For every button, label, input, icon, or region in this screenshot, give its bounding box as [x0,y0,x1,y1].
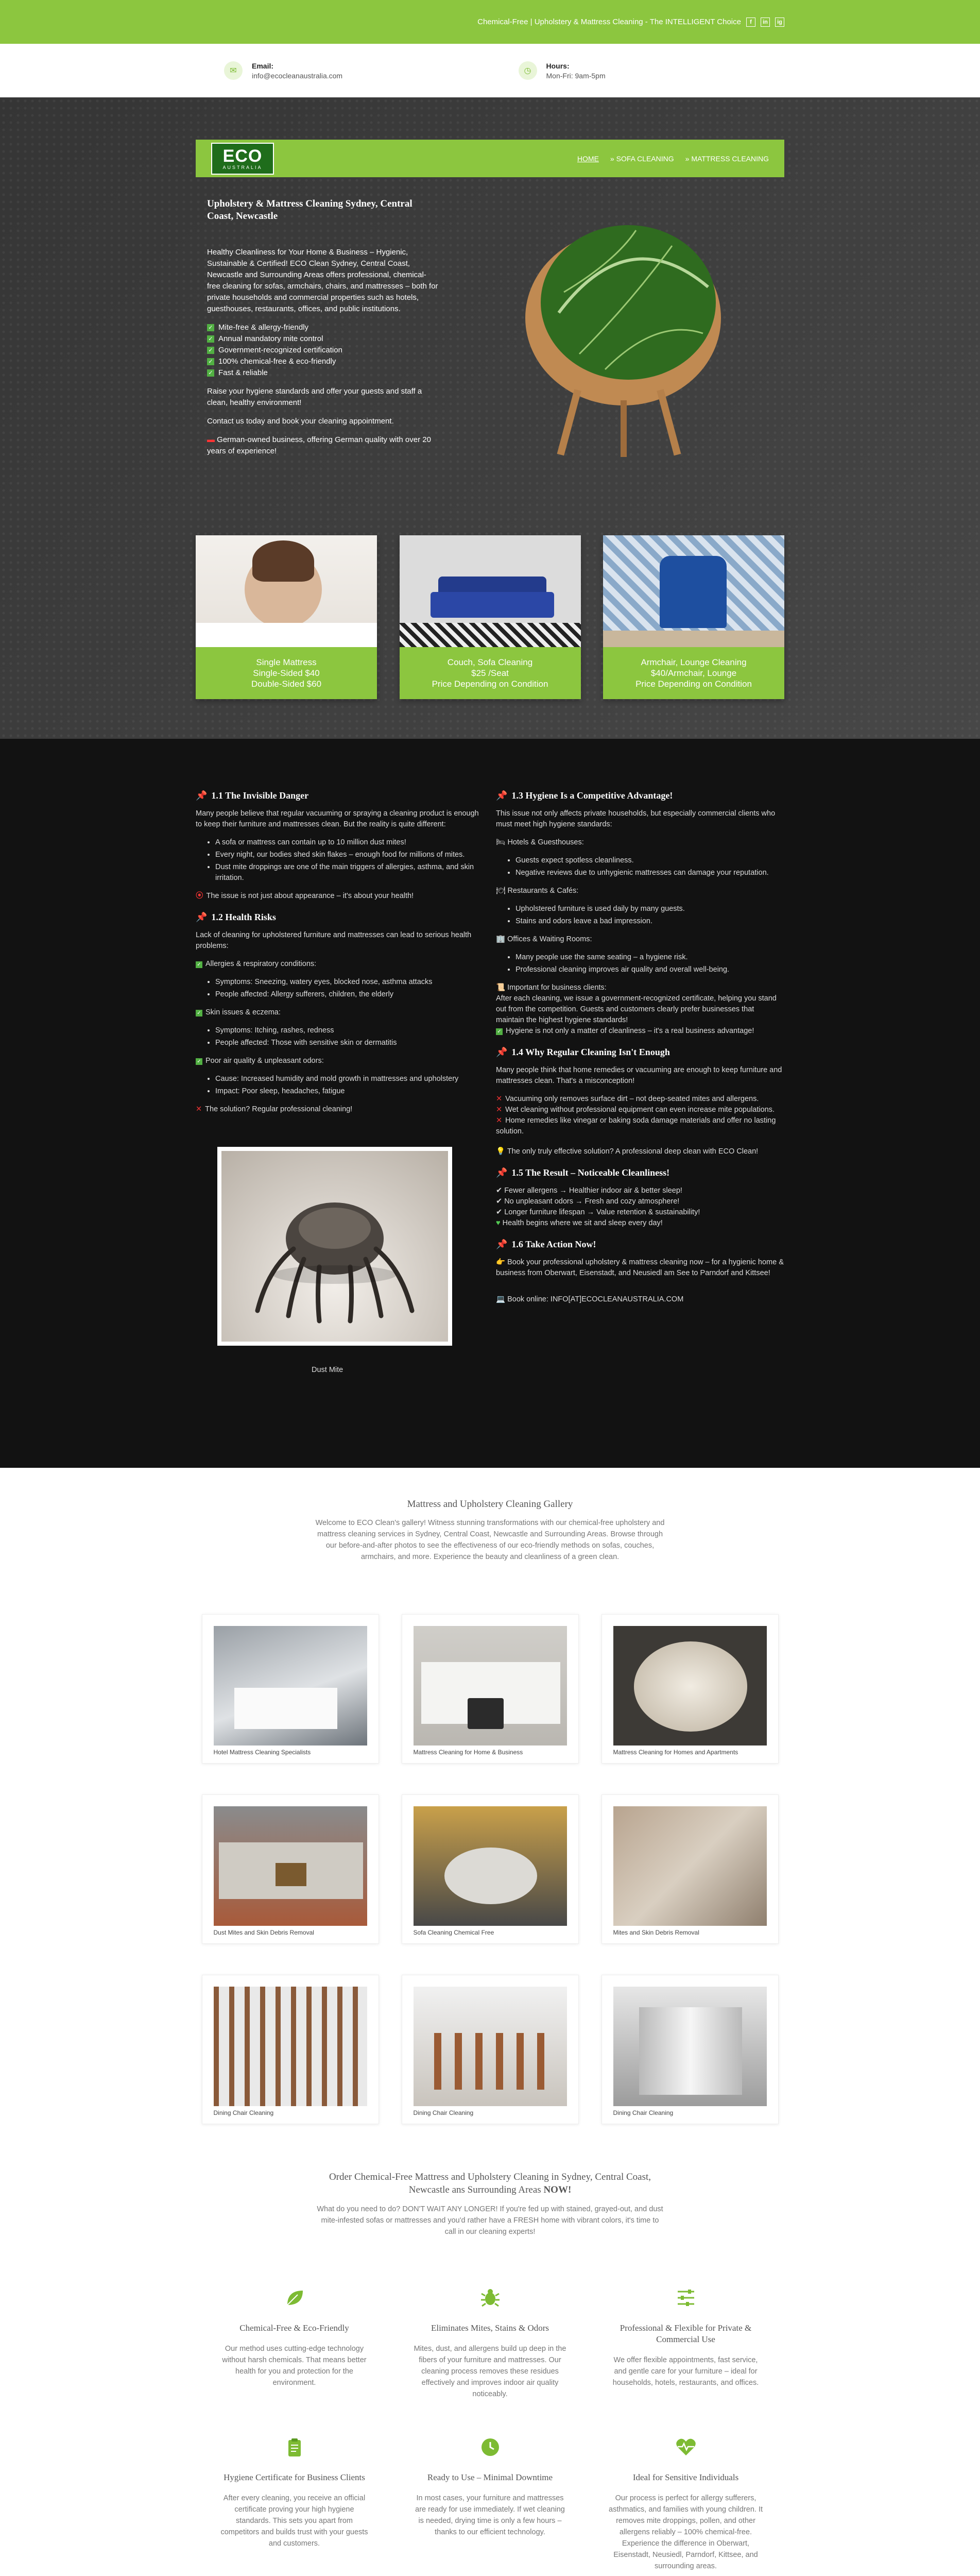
gallery-photo [214,1806,367,1926]
pin-icon: 📌 [196,790,208,801]
card-price: Single-Sided $40 [253,668,320,678]
list-item: • Symptoms: Sneezing, watery eyes, blocked nose, asthma attacks [215,977,484,988]
check-item: ✓ Government-recognized certification [207,345,439,356]
list-item: • Guests expect spotless cleanliness. [515,855,784,866]
flag-icon: ▬ [207,435,217,444]
check-item: ✓ Mite-free & allergy-friendly [207,322,439,333]
feature-text: Our method uses cutting-edge technology without harsh chemicals. That means better health for you and protection for the environment. [222,2345,367,2387]
dust-mite-graphic [221,1151,448,1342]
list [215,1074,484,1097]
feature-title: Eliminates Mites, Stains & Odors [431,2323,549,2333]
list-item: • Stains and odors leave a bad impression. [515,916,784,927]
hours-block [490,61,785,80]
image-caption: Dust Mite [312,1366,343,1374]
bug-icon [479,2286,502,2309]
feature-title: Professional & Flexible for Private & Commercial Use [620,2323,752,2344]
card-price: Double-Sided $60 [251,679,322,689]
lightbulb-icon: 💡 [496,1147,507,1156]
pin-icon: 📌 [496,1167,508,1178]
list-item: • Impact: Poor sleep, headaches, fatigue [215,1086,484,1097]
sliders-icon [675,2286,697,2309]
check-icon: ✓ [207,347,214,354]
leaf-icon [283,2286,306,2309]
instagram-icon[interactable]: ig [775,18,784,27]
contact-bar [0,44,980,97]
hours-label: Hours: [546,61,570,70]
list [215,837,484,884]
top-bar [0,0,980,44]
result-item: ✔ Longer furniture lifespan → Value retention & sustainability! [496,1208,700,1216]
section-heading: 📌 1.3 Hygiene Is a Competitive Advantage! [496,790,673,801]
feature-title: Ready to Use – Minimal Downtime [427,2472,553,2482]
hero-checklist [207,322,439,379]
gallery-photo [414,1987,567,2106]
clock-icon [479,2436,502,2459]
order-text: What do you need to do? DON'T WAIT ANY LONGER! If you're fed up with stained, grayed-out, and dust mite-infested sofas or mattresses and you'd rather have a FRESH home with vibrant colors, it's time to call in our cleaning experts! [317,2205,663,2236]
gallery-title: Mattress and Upholstery Cleaning Gallery [407,1499,573,1510]
nav-home[interactable]: HOME [577,154,599,163]
result-item: ♥ Health begins where we sit and sleep every day! [496,1219,663,1227]
email-block [196,61,490,80]
hero-title: Upholstery & Mattress Cleaning Sydney, Central Coast, Newcastle [207,198,412,222]
gallery-item[interactable] [202,1614,379,1764]
gallery-item[interactable] [601,1794,779,1944]
paragraph: 👉 Book your professional upholstery & mattress cleaning now – for a hygienic home & business from Oberwart, Eisenstadt, and Neusiedl am See to Parndorf and Kittsee! [496,1258,784,1277]
list-item: • Many people use the same seating – a hygiene risk. [515,952,784,963]
paragraph: 🏢 Offices & Waiting Rooms: [496,935,592,943]
gallery-item[interactable] [402,1794,579,1944]
check-icon: ✓ [496,1028,503,1035]
gallery-item[interactable] [601,1614,779,1764]
check-icon: ✓ [196,1058,202,1065]
gallery-photo [414,1806,567,1926]
pin-icon: 📌 [196,912,208,922]
check-icon: ✓ [207,369,214,377]
paragraph: After each cleaning, we issue a government-recognized certificate, helping you stand out from the competition. Guests and customers clearly prefer businesses that maintain the highest hygiene standards! [496,994,777,1024]
paragraph: ✓ Allergies & respiratory conditions: [196,959,484,970]
nav-sofa-cleaning[interactable]: » SOFA CLEANING [610,154,674,163]
service-card[interactable] [196,535,377,699]
card-price: $40/Armchair, Lounge [650,668,737,678]
info-section [0,739,980,1468]
feature-text: After every cleaning, you receive an official certificate proving your high hygiene standards. This sets you apart from competitors and builds trust with your guests and customers. [220,2494,368,2548]
feature-title: Chemical-Free & Eco-Friendly [239,2323,349,2333]
hero-section [0,97,980,739]
list [215,977,484,1000]
cross-item: ✕ Vacuuming only removes surface dirt – not deep-seated mites and allergens. [496,1095,759,1103]
order-section [0,2171,980,2238]
feature-item [588,2286,784,2400]
feature-item [197,2286,392,2400]
cross-icon: ✕ [196,1105,202,1113]
pin-icon: 📌 [496,1047,508,1057]
section-heading: 📌 1.4 Why Regular Cleaning Isn't Enough [496,1047,670,1057]
gallery-item[interactable] [402,1975,579,2124]
dust-mite-image [221,1151,448,1342]
nav-mattress-cleaning[interactable]: » MATTRESS CLEANING [685,154,769,163]
list-item: • People affected: Those with sensitive skin or dermatitis [215,1038,484,1048]
check-icon: ✓ [207,324,214,331]
email-link[interactable]: info@ecocleanaustralia.com [252,71,343,80]
check-item: ✓ Annual mandatory mite control [207,333,439,345]
check-icon: ✓ [196,1010,202,1016]
cross-icon: ✕ [496,1095,503,1103]
list-item: • A sofa or mattress can contain up to 10 million dust mites! [215,837,484,848]
alert-icon: ⦿ [196,892,203,900]
card-price: $25 /Seat [471,668,509,678]
gallery-caption: Mites and Skin Debris Removal [613,1929,699,1936]
linkedin-icon[interactable]: in [761,18,770,27]
logo[interactable]: ECO AUSTRALIA [211,143,274,175]
card-title: Single Mattress [256,657,317,667]
list-item: • Dust mite droppings are one of the main triggers of allergies, asthma, and skin irritation. [215,862,484,884]
gallery-photo [214,1987,367,2106]
info-right-column [496,780,784,1376]
paragraph: Many people believe that regular vacuuming or spraying a cleaning product is enough to keep their furniture and mattresses clean. But the reality is quite different: [196,809,479,828]
paragraph: 💡 The only truly effective solution? A professional deep clean with ECO Clean! [496,1147,759,1156]
service-card[interactable] [400,535,581,699]
list-item: • Professional cleaning improves air quality and overall well-being. [515,964,784,975]
paragraph: This issue not only affects private households, but especially commercial clients who must meet high hygiene standards: [496,809,776,828]
card-price: Price Depending on Condition [432,679,548,689]
gallery-section [0,1468,980,2124]
gallery-photo [613,1626,767,1745]
gallery-item[interactable] [402,1614,579,1764]
gallery-item[interactable] [202,1794,379,1944]
card-title: Couch, Sofa Cleaning [447,657,533,667]
check-icon: ✓ [196,961,202,968]
paragraph: ✓ Hygiene is not only a matter of cleanliness – it's a real business advantage! [496,1026,784,1037]
hours-value: Mon-Fri: 9am-5pm [546,71,606,80]
paragraph: 📜 Important for business clients: [496,984,607,992]
section-heading: 📌 1.2 Health Risks [196,912,276,922]
gallery-caption: Sofa Cleaning Chemical Free [413,1929,494,1936]
features-grid [197,2286,784,2572]
gallery-item[interactable] [601,1975,779,2124]
hero-paragraph: Contact us today and book your cleaning appointment. [207,417,394,426]
section-heading: 📌 1.6 Take Action Now! [496,1239,596,1249]
pin-icon: 📌 [496,1239,508,1249]
laptop-icon: 💻 [496,1295,508,1303]
gallery-grid [202,1614,779,2124]
check-icon: ✓ [207,335,214,343]
hero-text [207,247,439,464]
list-item: • People affected: Allergy sufferers, children, the elderly [215,989,484,1000]
feature-text: Our process is perfect for allergy sufferers, asthmatics, and families with young children. It removes mite droppings, pollen, and other allergens reliably – 100% chemical-free. Experience the difference in Oberwart, Eisenstadt, Neusiedl, Parndorf, Kittsee, and surrounding areas. [609,2494,763,2570]
gallery-photo [214,1626,367,1745]
paragraph: 🛏 Hotels & Guesthouses: [496,838,584,846]
envelope-icon: ✉ [224,61,243,80]
list [515,855,784,878]
feature-text: We offer flexible appointments, fast service, and gentle care for your furniture – ideal for households, hotels, restaurants, and offices. [612,2356,759,2387]
section-heading: 📌 1.1 The Invisible Danger [196,790,309,801]
list-item: • Symptoms: Itching, rashes, redness [215,1025,484,1036]
feature-title: Ideal for Sensitive Individuals [632,2472,739,2482]
feature-text: In most cases, your furniture and mattresses are ready for use immediately. If wet cleaning is needed, drying time is only a few hours – thanks to our efficient technology. [415,2494,565,2536]
hero-paragraph: Raise your hygiene standards and offer your guests and staff a clean, healthy environment! [207,387,422,407]
paragraph: ✓ Poor air quality & unpleasant odors: [196,1056,484,1066]
list-item: • Upholstered furniture is used daily by many guests. [515,904,784,914]
hand-icon: 👉 [496,1258,508,1266]
check-item: ✓ Fast & reliable [207,367,439,379]
order-title: Order Chemical-Free Mattress and Upholstery Cleaning in Sydney, Central Coast, Newcastle ans Surrounding Areas NOW! [329,2172,651,2195]
service-card[interactable] [603,535,784,699]
feature-item [197,2436,392,2572]
feature-item [588,2436,784,2572]
feature-text: Mites, dust, and allergens build up deep in the fibers of your furniture and mattresses. Our cleaning process removes these residues effectively and improves indoor air quality noticeably. [414,2345,566,2398]
list-item: • Negative reviews due to unhygienic mattresses can damage your reputation. [515,868,784,878]
cross-item: ✕ Home remedies like vinegar or baking soda damage materials and offer no lasting solution. [496,1116,776,1136]
gallery-caption: Dining Chair Cleaning [413,2109,474,2116]
result-item: ✔ No unpleasant odors → Fresh and cozy atmosphere! [496,1197,680,1206]
gallery-caption: Hotel Mattress Cleaning Specialists [213,1749,311,1756]
gallery-intro: Welcome to ECO Clean's gallery! Witness stunning transformations with our chemical-free upholstery and mattress cleaning services in Sydney, Central Coast, Newcastle and Surrounding Areas. Browse through our before-and-after photos to see the effectiveness of our eco-friendly methods on sofas, couches, armchairs, and more. Experience the beauty and cleanliness of a green clean. [315,1519,665,1561]
gallery-photo [414,1626,567,1745]
gallery-caption: Dining Chair Cleaning [213,2109,274,2116]
gallery-caption: Mattress Cleaning for Home & Business [413,1749,523,1756]
gallery-photo [613,1806,767,1926]
paragraph: 🍽 Restaurants & Cafés: [496,887,579,895]
sofa-photo [400,535,581,647]
main-nav [196,140,784,177]
paragraph: ✓ Skin issues & eczema: [196,1007,484,1018]
list-item: • Cause: Increased humidity and mold growth in mattresses and upholstery [215,1074,484,1084]
result-item: ✔ Fewer allergens → Healthier indoor air & better sleep! [496,1187,682,1195]
feature-item [392,2286,588,2400]
tagline: Chemical-Free | Upholstery & Mattress Cleaning - The INTELLIGENT Choice [477,18,741,26]
pin-icon: 📌 [496,790,508,801]
hotel-icon: 🛏 [496,838,508,846]
hero-paragraph: ▬ German-owned business, offering German quality with over 20 years of experience! [207,435,431,455]
list [515,904,784,927]
facebook-icon[interactable]: f [746,18,755,27]
heartbeat-icon [675,2436,697,2459]
list-item: • Every night, our bodies shed skin flakes – enough food for millions of mites. [215,850,484,860]
section-heading: 📌 1.5 The Result – Noticeable Cleanliness! [496,1167,670,1178]
gallery-caption: Mattress Cleaning for Homes and Apartments [613,1749,738,1756]
info-left-column [196,780,484,1376]
office-icon: 🏢 [496,935,508,943]
service-cards [196,535,784,699]
feature-item [392,2436,588,2572]
feature-title: Hygiene Certificate for Business Clients [223,2472,365,2482]
check-icon: ✓ [207,358,214,365]
clipboard-icon [283,2436,306,2459]
paragraph: ✕ The solution? Regular professional cleaning! [196,1105,353,1113]
paragraph: Many people think that home remedies or vacuuming are enough to keep furniture and mattresses clean. That's a misconception! [496,1066,782,1085]
cross-icon: ✕ [496,1116,503,1125]
clock-icon: ◷ [519,61,537,80]
card-price: Price Depending on Condition [635,679,752,689]
gallery-photo [613,1987,767,2106]
gallery-caption: Dining Chair Cleaning [613,2109,674,2116]
mattress-photo [196,535,377,647]
leaf-chair-image [502,199,744,462]
hero-paragraph: Healthy Cleanliness for Your Home & Business – Hygienic, Sustainable & Certified! ECO Clean Sydney, Central Coast, Newcastle and Surrounding Areas offers professional, chemical-free cleaning for sofas, armchairs, chairs, and mattresses – both for private households and commercial properties such as hotels, guesthouses, restaurants, offices, and public institutions. [207,248,438,313]
email-label: Email: [252,61,274,70]
document-icon: 📜 [496,984,508,992]
cross-item: ✕ Wet cleaning without professional equipment can even increase mite populations. [496,1106,775,1114]
armchair-photo [603,535,784,647]
gallery-caption: Dust Mites and Skin Debris Removal [213,1929,314,1936]
paragraph: Lack of cleaning for upholstered furniture and mattresses can lead to serious health problems: [196,931,472,950]
paragraph: ⦿ The issue is not just about appearance – it's about your health! [196,892,414,900]
book-online-link[interactable]: Book online: INFO[AT]ECOCLEANAUSTRALIA.COM [507,1295,684,1303]
list [515,952,784,975]
restaurant-icon: 🍽 [496,887,508,895]
cross-icon: ✕ [496,1106,503,1114]
check-item: ✓ 100% chemical-free & eco-friendly [207,356,439,367]
list [215,1025,484,1048]
card-title: Armchair, Lounge Cleaning [641,657,747,667]
gallery-item[interactable] [202,1975,379,2124]
paragraph [496,1294,784,1305]
